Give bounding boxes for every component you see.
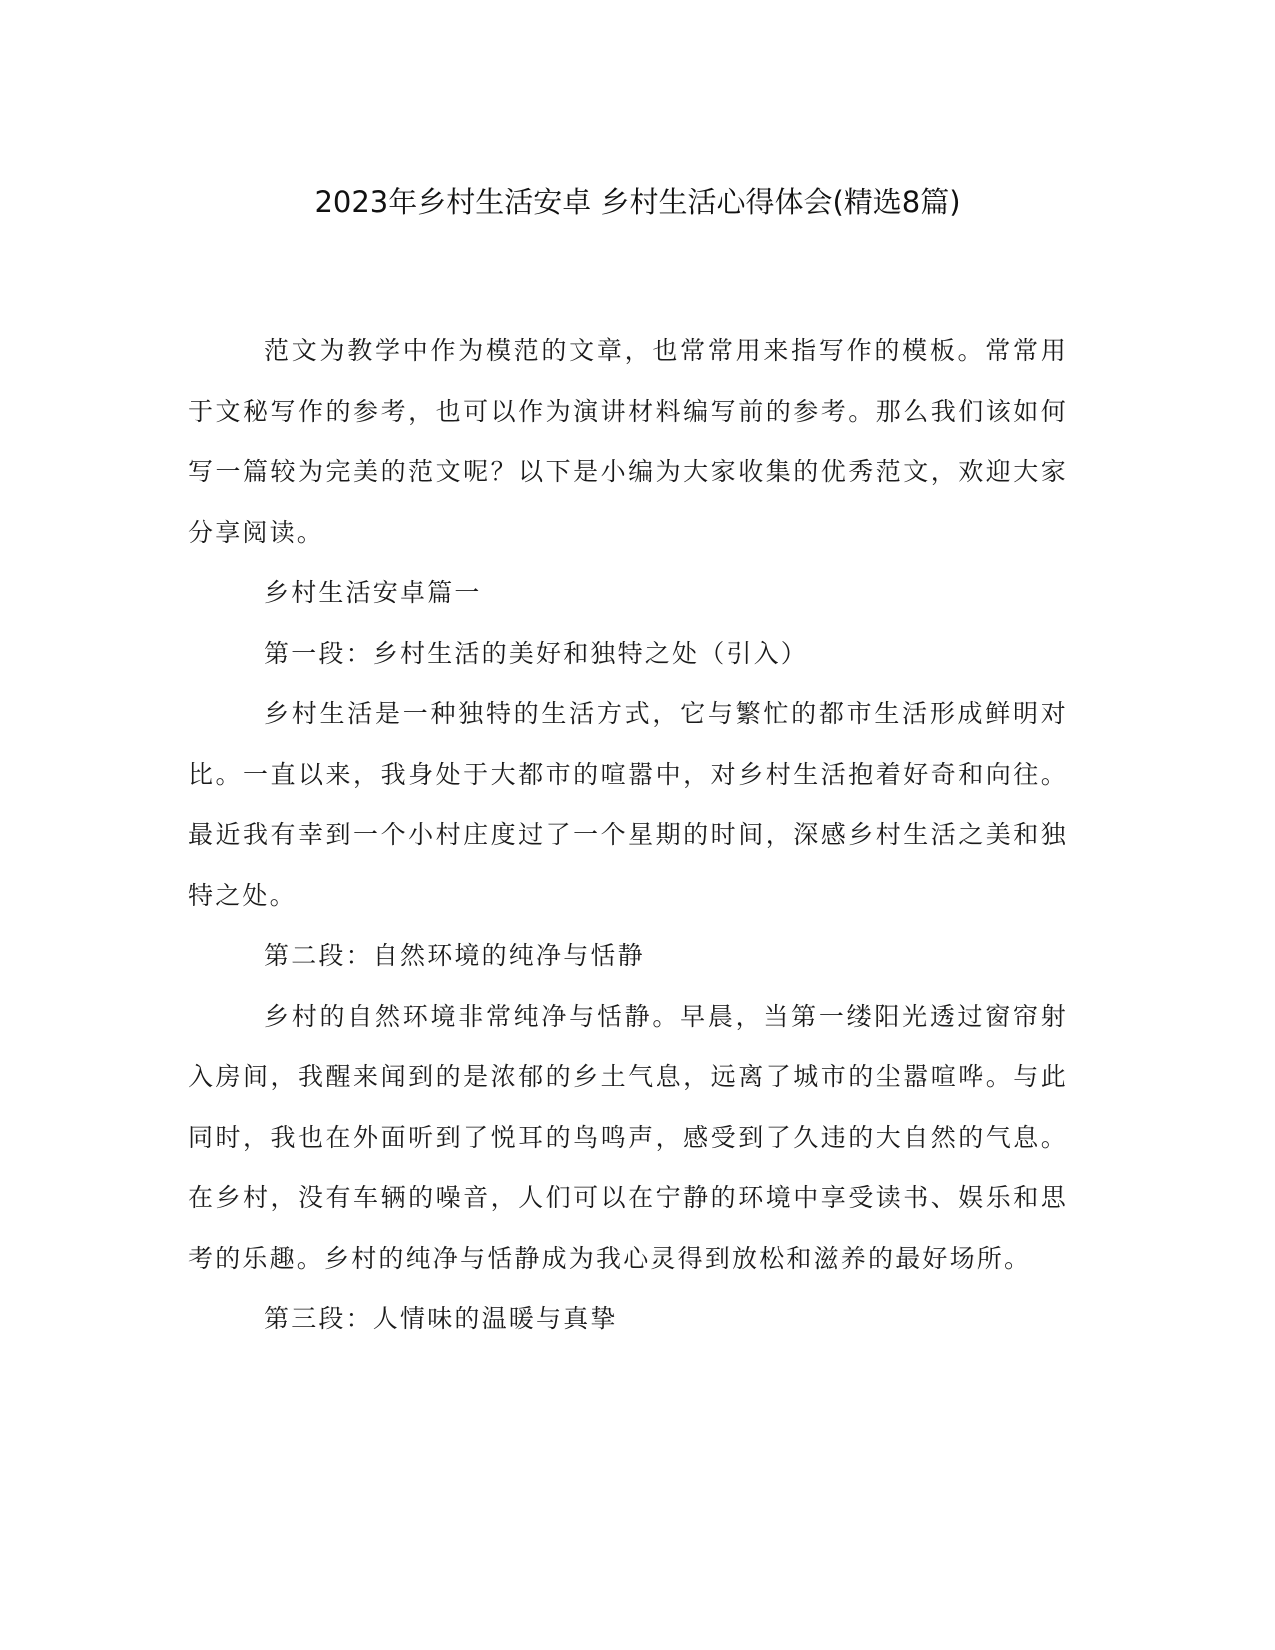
document-title: 2023年乡村生活安卓 乡村生活心得体会(精选8篇): [314, 185, 961, 219]
section1-paragraph: 乡村生活是一种独特的生活方式，它与繁忙的都市生活形成鲜明对比。一直以来，我身处于大都市的喧嚣中，对乡村生活抱着好奇和向往。最近我有幸到一个小村庄度过了一个星期的时间，深感乡村生活之美和独特之处。: [188, 699, 1068, 910]
section2-heading: 第二段：自然环境的纯净与恬静: [264, 941, 645, 970]
section1-heading: 第一段：乡村生活的美好和独特之处（引入）: [264, 638, 809, 668]
article-heading: 乡村生活安卓篇一: [264, 578, 482, 607]
intro-paragraph: 范文为教学中作为模范的文章，也常常用来指写作的模板。常常用于文秘写作的参考，也可以作为演讲材料编写前的参考。那么我们该如何写一篇较为完美的范文呢？以下是小编为大家收集的优秀范文，欢迎大家分享阅读。: [188, 336, 1068, 547]
section2-paragraph: 乡村的自然环境非常纯净与恬静。早晨，当第一缕阳光透过窗帘射入房间，我醒来闻到的是浓郁的乡土气息，远离了城市的尘嚣喧哗。与此同时，我也在外面听到了悦耳的鸟鸣声，感受到了久违的大自然的气息。在乡村，没有车辆的噪音，人们可以在宁静的环境中享受读书、娱乐和思考的乐趣。乡村的纯净与恬静成为我心灵得到放松和滋养的最好场所。: [188, 1001, 1068, 1273]
section3-heading: 第三段：人情味的温暖与真挚: [264, 1304, 618, 1333]
document-body: [188, 321, 1068, 1350]
